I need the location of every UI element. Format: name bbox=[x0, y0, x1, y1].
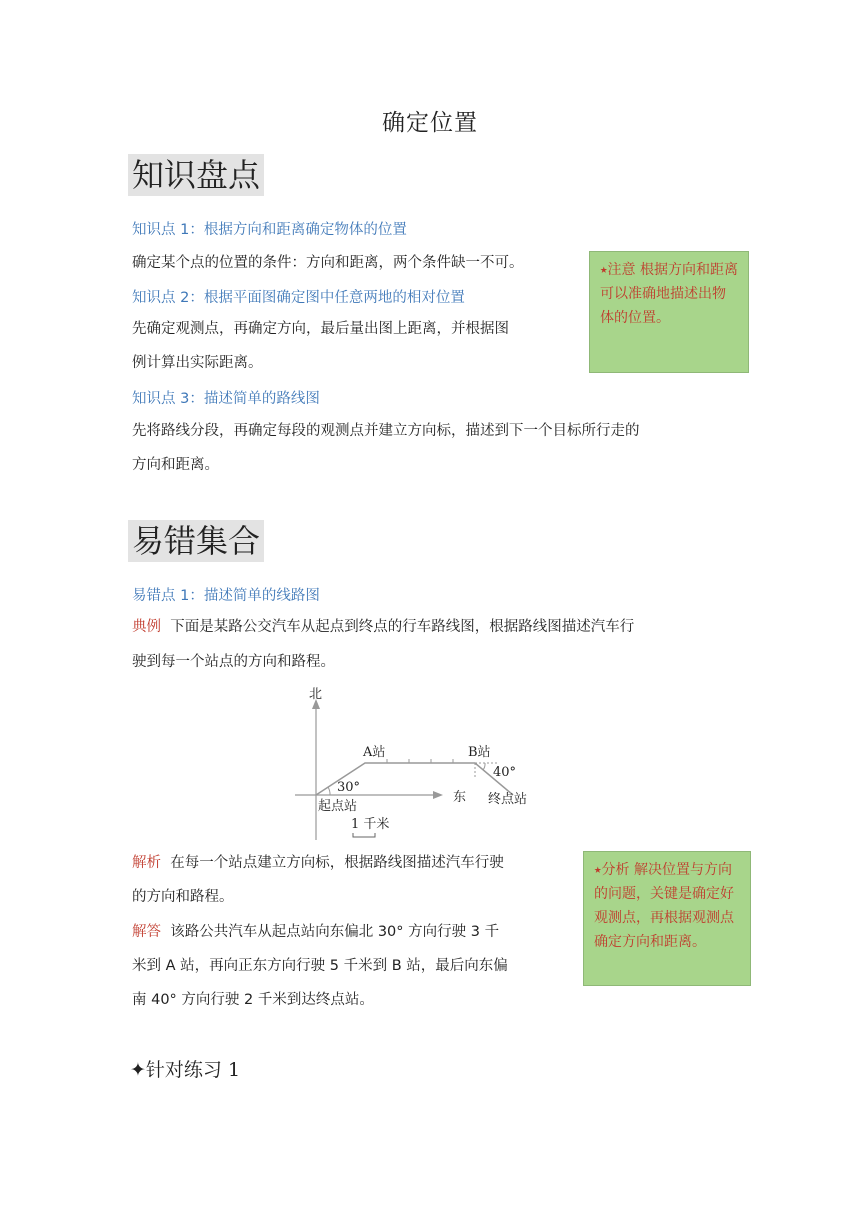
analysis-tag: 解析 bbox=[132, 855, 161, 871]
section-heading-errors: 易错集合 bbox=[128, 520, 264, 562]
example-tag: 典例 bbox=[132, 619, 161, 635]
note-box-analysis: ⭑分析 解决位置与方向的问题，关键是确定好观测点，再根据观测点确定方向和距离。 bbox=[583, 851, 751, 986]
example-line1 bbox=[132, 610, 634, 644]
error-point-1: 易错点 1：描述简单的线路图 bbox=[132, 588, 320, 604]
angle-arc-30 bbox=[328, 787, 330, 795]
knowledge-point-2-text-line2: 例计算出实际距离。 bbox=[132, 355, 263, 371]
answer-text-line1: 该路公共汽车从起点站向东偏北 30° 方向行驶 3 千 bbox=[170, 924, 500, 940]
analysis-text-line1: 在每一个站点建立方向标，根据路线图描述汽车行驶 bbox=[170, 855, 504, 871]
station-a-label: A站 bbox=[363, 745, 386, 760]
answer-text-line2: 米到 A 站，再向正东方向行驶 5 千米到 B 站，最后向东偏 bbox=[132, 958, 508, 974]
scale-label: 1 千米 bbox=[351, 817, 390, 832]
end-station-label: 终点站 bbox=[488, 792, 528, 807]
answer-tag: 解答 bbox=[132, 924, 161, 940]
north-label: 北 bbox=[309, 687, 323, 702]
knowledge-point-3: 知识点 3：描述简单的路线图 bbox=[132, 391, 320, 407]
station-b-label: B站 bbox=[468, 745, 491, 760]
route-diagram bbox=[285, 685, 555, 845]
answer-line1 bbox=[132, 915, 499, 949]
example-text-line2: 驶到每一个站点的方向和路程。 bbox=[132, 654, 335, 670]
analysis-line1 bbox=[132, 846, 504, 880]
knowledge-point-1-text: 确定某个点的位置的条件：方向和距离，两个条件缺一不可。 bbox=[132, 255, 524, 271]
knowledge-point-3-text-line1: 先将路线分段，再确定每段的观测点并建立方向标，描述到下一个目标所行走的 bbox=[132, 423, 640, 439]
practice-heading: ✦针对练习 1 bbox=[130, 1059, 241, 1081]
knowledge-point-3-text-line2: 方向和距离。 bbox=[132, 457, 219, 473]
knowledge-point-2-text-line1: 先确定观测点，再确定方向，最后量出图上距离，并根据图 bbox=[132, 321, 509, 337]
east-arrow-icon bbox=[433, 791, 443, 799]
angle-arc-40 bbox=[483, 763, 485, 770]
scale-bar bbox=[353, 833, 375, 837]
start-station-label: 起点站 bbox=[318, 799, 358, 814]
note-box-attention: ⭑注意 根据方向和距离可以准确地描述出物体的位置。 bbox=[589, 251, 749, 373]
knowledge-point-2: 知识点 2：根据平面图确定图中任意两地的相对位置 bbox=[132, 290, 465, 306]
page-title: 确定位置 bbox=[382, 110, 478, 136]
section-heading-knowledge: 知识盘点 bbox=[128, 154, 264, 196]
example-text-line1: 下面是某路公交汽车从起点到终点的行车路线图，根据路线图描述汽车行 bbox=[170, 619, 635, 635]
answer-text-line3: 南 40° 方向行驶 2 千米到达终点站。 bbox=[132, 992, 374, 1008]
angle-40-label: 40° bbox=[493, 765, 517, 780]
east-label: 东 bbox=[453, 790, 467, 805]
knowledge-point-1: 知识点 1：根据方向和距离确定物体的位置 bbox=[132, 222, 407, 238]
angle-30-label: 30° bbox=[337, 780, 361, 795]
analysis-text-line2: 的方向和路程。 bbox=[132, 889, 234, 905]
